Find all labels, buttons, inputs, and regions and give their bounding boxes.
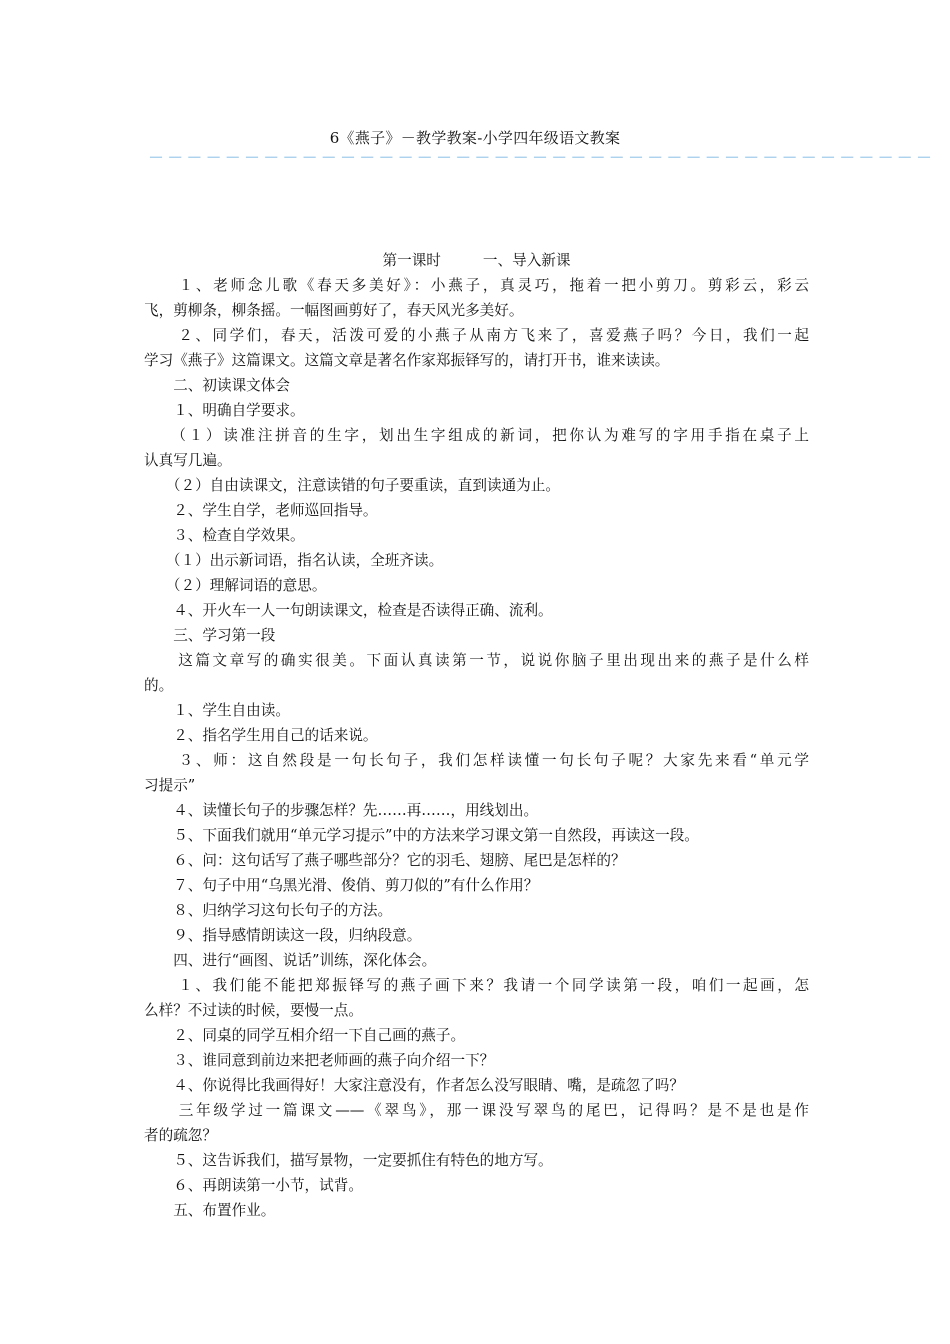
text-line: （１）读准注拼音的生字，划出生字组成的新词，把你认为难写的字用手指在桌子上 (144, 427, 809, 444)
text-line: 三、学习第一段 (144, 627, 276, 644)
text-line: ３、师：这自然段是一句长句子，我们怎样读懂一句长句子呢？大家先来看“单元学 (144, 752, 809, 769)
text-line: ３、检查自学效果。 (144, 527, 305, 544)
section-title: 一、导入新课 (482, 252, 571, 269)
text-line: 五、布置作业。 (144, 1202, 276, 1219)
text-line: ４、你说得比我画得好！大家注意没有，作者怎么没写眼睛、嘴，是疏忽了吗？ (144, 1077, 684, 1094)
text-line: ４、开火车一人一句朗读课文，检查是否读得正确、流利。 (144, 602, 553, 619)
text-line: ５、下面我们就用“单元学习提示”中的方法来学习课文第一自然段，再读这一段。 (144, 827, 699, 844)
text-line: １、老师念儿歌《春天多美好》：小燕子，真灵巧，拖着一把小剪刀。剪彩云，彩云 (144, 277, 809, 294)
section-heading (144, 248, 809, 273)
text-line: 四、进行“画图、说话”训练，深化体会。 (144, 952, 437, 969)
text-line: １、我们能不能把郑振铎写的燕子画下来？我请一个同学读第一段，咱们一起画，怎 (144, 977, 809, 994)
text-line: ９、指导感情朗读这一段，归纳段意。 (144, 927, 422, 944)
title-divider: －－－－－－－－－－－－－－－－－－－－－－－－－－－－－－－－－－－－－－－－－ (148, 148, 936, 167)
text-line: 习提示” (144, 777, 196, 794)
document-body (144, 248, 809, 1223)
text-line: ６、问：这句话写了燕子哪些部分？它的羽毛、翅膀、尾巴是怎样的？ (144, 852, 626, 869)
text-line: （１）出示新词语，指名认读，全班齐读。 (144, 552, 444, 569)
text-line: 飞，剪柳条，柳条摇。一幅图画剪好了，春天风光多美好。 (144, 302, 524, 319)
text-line: 二、初读课文体会 (144, 377, 290, 394)
text-line: ７、句子中用“乌黑光滑、俊俏、剪刀似的”有什么作用？ (144, 877, 539, 894)
text-line: ６、再朗读第一小节，试背。 (144, 1177, 363, 1194)
text-line: ８、归纳学习这句长句子的方法。 (144, 902, 393, 919)
text-line: ５、这告诉我们，描写景物，一定要抓住有特色的地方写。 (144, 1152, 553, 1169)
lesson-period-label: 第一课时 (382, 252, 441, 269)
text-line: ２、指名学生用自己的话来说。 (144, 727, 378, 744)
text-line: ２、同学们，春天，活泼可爱的小燕子从南方飞来了，喜爱燕子吗？今日，我们一起 (144, 327, 809, 344)
text-line: ３、谁同意到前边来把老师画的燕子向介绍一下？ (144, 1052, 495, 1069)
text-line: １、学生自由读。 (144, 702, 290, 719)
text-line: 么样？不过读的时候，要慢一点。 (144, 1002, 363, 1019)
text-line: 三年级学过一篇课文——《翠鸟》，那一课没写翠鸟的尾巴，记得吗？是不是也是作 (144, 1102, 809, 1119)
text-line: １、明确自学要求。 (144, 402, 305, 419)
text-line: 的。 (144, 677, 174, 694)
text-line: 认真写几遍。 (144, 452, 232, 469)
text-line: 学习《燕子》这篇课文。这篇文章是著名作家郑振铎写的，请打开书，谁来读读。 (144, 352, 670, 369)
text-line: ２、学生自学，老师巡回指导。 (144, 502, 378, 519)
text-line: （２）自由读课文，注意读错的句子要重读，直到读通为止。 (144, 477, 560, 494)
text-line: （２）理解词语的意思。 (144, 577, 327, 594)
text-line: ４、读懂长句子的步骤怎样？先……再……，用线划出。 (144, 802, 539, 819)
text-line: 这篇文章写的确实很美。下面认真读第一节，说说你脑子里出现出来的燕子是什么样 (144, 652, 809, 669)
document-title: 6《燕子》－教学教案-小学四年级语文教案 (329, 129, 621, 147)
text-line: 者的疏忽？ (144, 1127, 217, 1144)
text-line: ２、同桌的同学互相介绍一下自己画的燕子。 (144, 1027, 466, 1044)
